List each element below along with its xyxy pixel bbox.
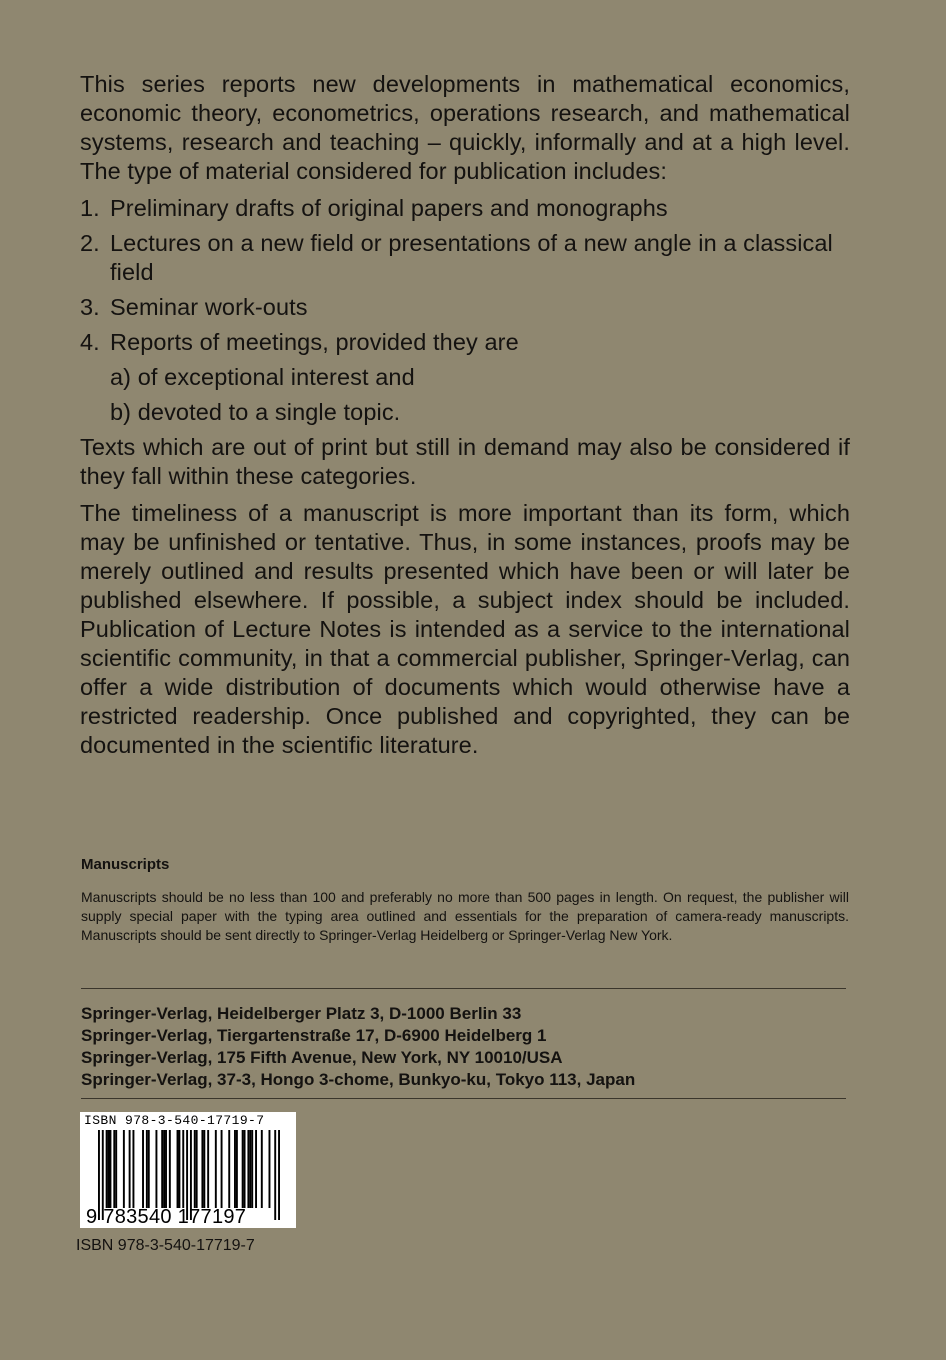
barcode-bar — [261, 1130, 263, 1208]
barcode-bar — [228, 1130, 230, 1208]
barcode-bar — [108, 1130, 110, 1208]
barcode-isbn-text: ISBN 978-3-540-17719-7 — [84, 1113, 265, 1128]
divider-top — [81, 988, 846, 989]
barcode-digits: 9 783540 177197 — [86, 1206, 247, 1228]
address-line: Springer-Verlag, Tiergartenstraße 17, D-6900 Heidelberg 1 — [81, 1026, 547, 1045]
list-item: 1. Preliminary drafts of original papers and monographs — [80, 195, 668, 221]
barcode-bar — [244, 1130, 246, 1208]
list-item: 4. Reports of meetings, provided they are a) of exceptional interest and b) devoted to a single topic. — [80, 328, 850, 427]
divider-bottom — [81, 1098, 846, 1099]
barcode-bar — [242, 1130, 244, 1208]
series-description — [80, 70, 850, 760]
barcode-bar — [109, 1130, 111, 1208]
barcode-bar — [129, 1130, 131, 1208]
barcode-bar — [177, 1130, 179, 1208]
barcode-bar — [132, 1130, 134, 1208]
manuscripts-heading: Manuscripts — [81, 856, 170, 873]
barcode-bar — [123, 1130, 125, 1208]
barcode-bar — [247, 1130, 249, 1208]
sub-list-item: b) devoted to a single topic. — [110, 399, 401, 425]
barcode-bar — [249, 1130, 251, 1208]
address-line: Springer-Verlag, 37-3, Hongo 3-chome, Bunkyo-ku, Tokyo 113, Japan — [81, 1070, 636, 1089]
barcode-bar — [163, 1130, 165, 1208]
barcode-bar — [115, 1130, 117, 1208]
sub-list-item: a) of exceptional interest and — [110, 364, 415, 390]
barcode-bar — [203, 1130, 205, 1208]
sub-list — [80, 363, 850, 427]
barcode-bar — [148, 1130, 150, 1208]
barcode-bar — [234, 1130, 236, 1208]
barcode-bar — [251, 1130, 253, 1208]
barcode-bar — [161, 1130, 163, 1208]
barcode-bar — [155, 1130, 157, 1208]
publisher-addresses — [81, 1003, 851, 1091]
address-line: Springer-Verlag, 175 Fifth Avenue, New York, NY 10010/USA — [81, 1048, 563, 1067]
barcode-bar — [113, 1130, 115, 1208]
manuscripts-paragraph: Manuscripts should be no less than 100 and preferably no more than 500 pages in length. On request, the publisher will supply special paper with the typing area outlined and essentials for the preparation of camera-ready manuscripts. Manuscripts should be sent directly to Springer-Verlag Heidelberg or Springer-Verlag New York. — [81, 889, 849, 943]
material-list — [80, 194, 850, 427]
barcode-bar — [207, 1130, 209, 1208]
barcode-bar — [165, 1130, 167, 1208]
intro-paragraph: This series reports new developments in mathematical economics, economic theory, econometrics, operations research, and mathematical systems, research and teaching – quickly, informally and at a high level. The type of material considered for publication includes: — [80, 71, 850, 184]
out-of-print-paragraph: Texts which are out of print but still in demand may also be considered if they fall within these categories. — [80, 434, 850, 489]
list-item: 3. Seminar work-outs — [80, 294, 308, 320]
timeliness-paragraph: The timeliness of a manuscript is more important than its form, which may be unfinished or tentative. Thus, in some instances, proofs may be merely outlined and results presented which have been or will later be published elsewhere. If possible, a subject index should be included. Publication of Lecture Notes is intended as a service to the international scientific community, in that a commercial publisher, Springer-Verlag, can offer a wide distribution of documents which would otherwise have a restricted readership. Once published and copyrighted, they can be documented in the scientific literature. — [80, 500, 850, 758]
barcode-bar — [142, 1130, 144, 1208]
barcode-bar — [269, 1130, 271, 1208]
barcode-bar — [274, 1130, 276, 1220]
address-line: Springer-Verlag, Heidelberger Platz 3, D-1000 Berlin 33 — [81, 1004, 522, 1023]
barcode-bar — [169, 1130, 171, 1208]
list-item: 2. Lectures on a new field or presentations of a new angle in a classical field — [80, 230, 833, 285]
barcode-bar — [221, 1130, 223, 1208]
isbn-label: ISBN 978-3-540-17719-7 — [76, 1237, 255, 1254]
barcode-bar — [236, 1130, 238, 1208]
barcode-bar — [106, 1130, 108, 1208]
barcode-bar — [196, 1130, 198, 1208]
barcode-bar — [215, 1130, 217, 1208]
barcode-bar — [178, 1130, 180, 1208]
barcode-bar — [182, 1130, 184, 1208]
barcode-bar — [201, 1130, 203, 1208]
barcode-bar — [255, 1130, 257, 1208]
barcode-bar — [278, 1130, 280, 1220]
barcode — [80, 1112, 296, 1228]
barcode-bar — [194, 1130, 196, 1208]
barcode-bar — [146, 1130, 148, 1208]
